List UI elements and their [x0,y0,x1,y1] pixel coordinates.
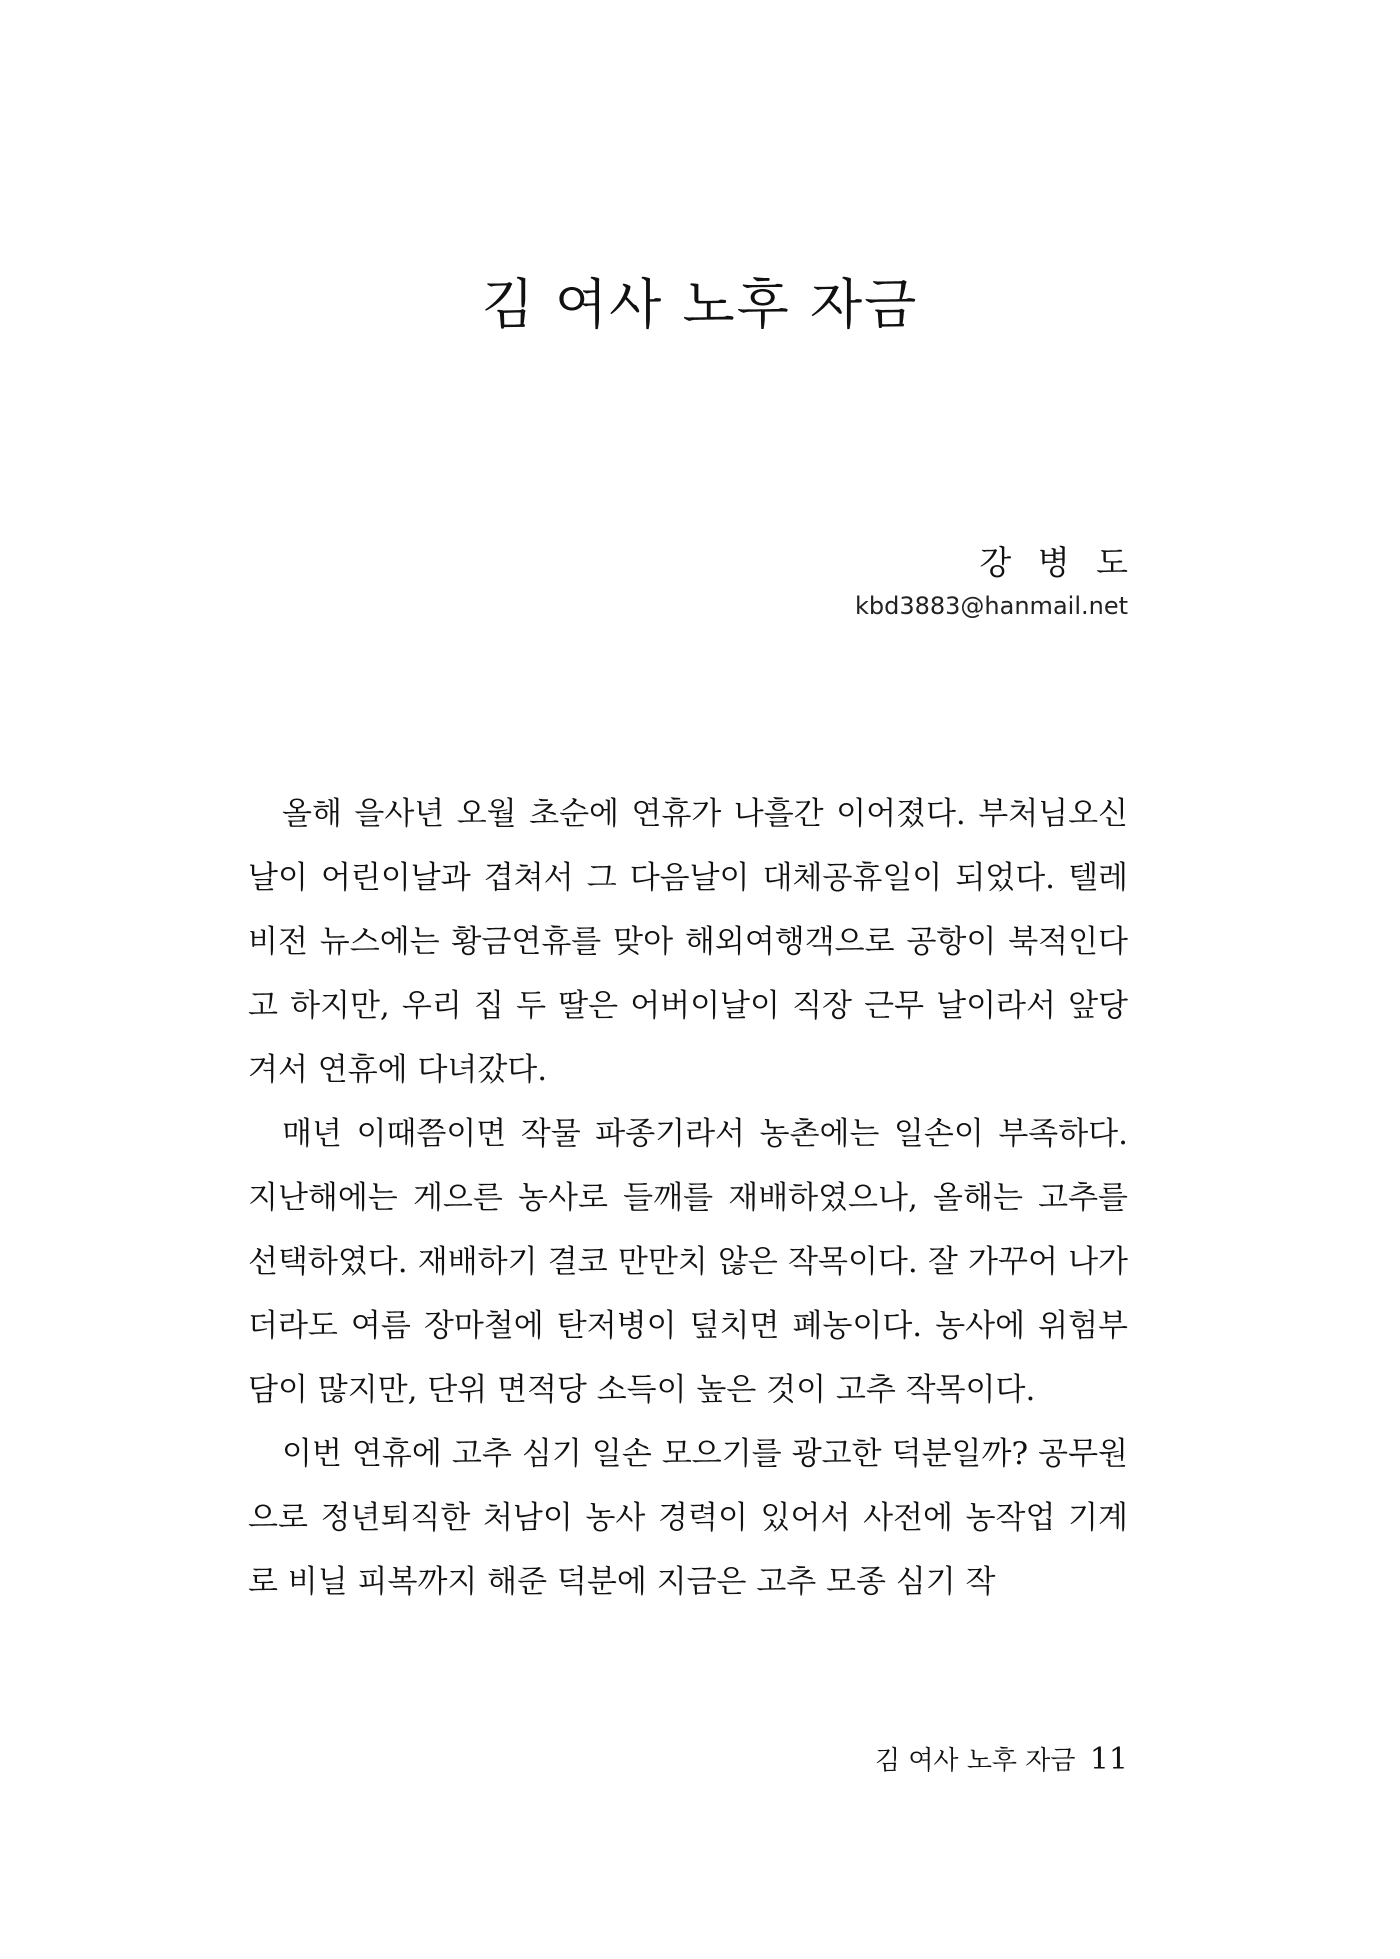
author-email: kbd3883@hanmail.net [854,592,1128,620]
page-footer [875,1740,1128,1781]
running-title: 김 여사 노후 자금 [874,1746,1076,1776]
author-name: 강 병 도 [979,543,1136,582]
page-title: 김 여사 노후 자금 [481,273,919,336]
author-block [854,540,1136,626]
paragraph: 올해 을사년 오월 초순에 연휴가 나흘간 이어졌다. 부처님오신날이 어린이날과 겹쳐서 그 다음날이 대체공휴일이 되었다. 텔레비전 뉴스에는 황금연휴를 맞아 해외여행객으로 공항이 북적인다고 하지만, 우리 집 두 딸은 어버이날이 직장 근무 날이라서 앞당겨서 연휴에 다녀갔다. [248,796,1128,1088]
paragraph: 이번 연휴에 고추 심기 일손 모으기를 광고한 덕분일까? 공무원으로 정년퇴직한 처남이 농사 경력이 있어서 사전에 농작업 기계로 비닐 피복까지 해준 덕분에 지금은 고추 모종 심기 작 [248,1436,1128,1600]
body-text [248,782,1128,1614]
page-number: 11 [1089,1742,1128,1777]
paragraph: 매년 이때쯤이면 작물 파종기라서 농촌에는 일손이 부족하다. 지난해에는 게으른 농사로 들깨를 재배하였으나, 올해는 고추를 선택하였다. 재배하기 결코 만만치 않은 작목이다. 잘 가꾸어 나가더라도 여름 장마철에 탄저병이 덮치면 폐농이다. 농사에 위험부담이 많지만, 단위 면적당 소득이 높은 것이 고추 작목이다. [248,1116,1128,1408]
